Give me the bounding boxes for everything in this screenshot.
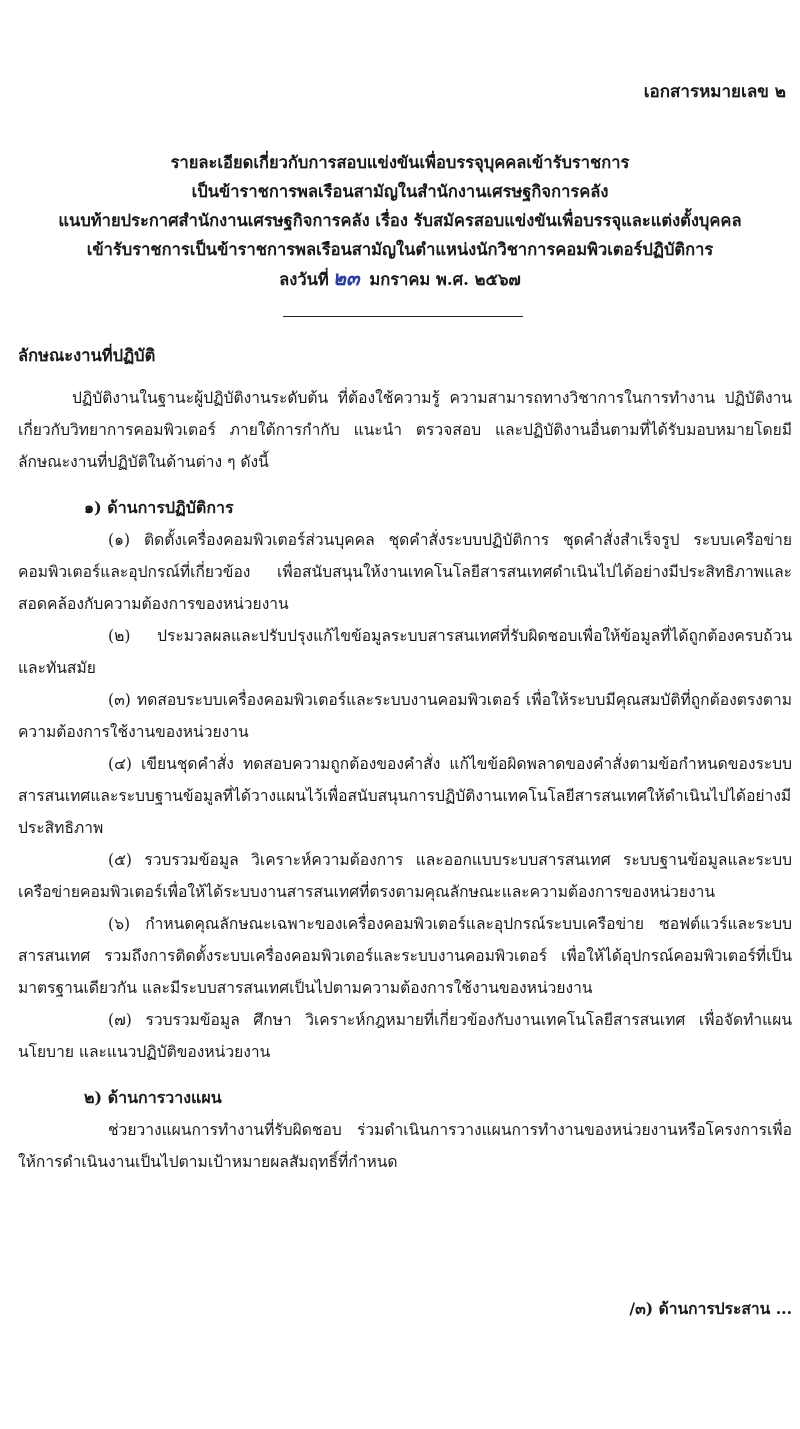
document-title — [0, 148, 800, 294]
area1-heading: ๑) ด้านการปฏิบัติการ — [84, 498, 234, 517]
title-date-line — [0, 264, 800, 294]
area1-item-6: (๖) กำหนดคุณลักษณะเฉพาะของเครื่องคอมพิวเตอร์และอุปกรณ์ระบบเครือข่าย ซอฟต์แวร์และระบบสารสนเทศ รวมถึงการติดตั้งระบบเครื่องคอมพิวเตอร์และระบบงานคอมพิวเตอร์ เพื่อให้ได้อุปกรณ์คอมพิวเตอร์ที่เป็นมาตรฐานเดียวกัน และมีระบบสารสนเทศเป็นไปตามความต้องการใช้งานของหน่วยงาน — [18, 915, 792, 997]
area1-item-1: (๑) ติดตั้งเครื่องคอมพิวเตอร์ส่วนบุคคล ชุดคำสั่งระบบปฏิบัติการ ชุดคำสั่งสำเร็จรูป ระบบเครือข่ายคอมพิวเตอร์และอุปกรณ์ที่เกี่ยวข้อง เพื่อสนับสนุนให้งานเทคโนโลยีสารสนเทศดำเนินไปได้อย่างมีประสิทธิภาพและสอดคล้องกับความต้องการของหน่วยงาน — [18, 531, 792, 613]
area2-text: ช่วยวางแผนการทำงานที่รับผิดชอบ ร่วมดำเนินการวางแผนการทำงานของหน่วยงานหรือโครงการเพื่อให้การดำเนินงานเป็นไปตามเป้าหมายผลสัมฤทธิ์ที่กำหนด — [18, 1121, 792, 1171]
document-body — [18, 340, 792, 1178]
area1-item-7: (๗) รวบรวมข้อมูล ศึกษา วิเคราะห์กฎหมายที่เกี่ยวข้องกับงานเทคโนโลยีสารสนเทศ เพื่อจัดทำแผน นโยบาย และแนวปฏิบัติของหน่วยงาน — [18, 1011, 792, 1061]
title-line-2: เป็นข้าราชการพลเรือนสามัญในสำนักงานเศรษฐกิจการคลัง — [191, 182, 609, 201]
title-line-4: เข้ารับราชการเป็นข้าราชการพลเรือนสามัญในตำแหน่งนักวิชาการคอมพิวเตอร์ปฏิบัติการ — [86, 240, 714, 259]
area2-heading: ๒) ด้านการวางแผน — [84, 1088, 222, 1107]
area1-item-2: (๒) ประมวลผลและปรับปรุงแก้ไขข้อมูลระบบสารสนเทศที่รับผิดชอบเพื่อให้ข้อมูลที่ได้ถูกต้องครบถ้วนและทันสมัย — [18, 627, 792, 677]
handwritten-date-day: ๒๓ — [332, 266, 360, 290]
title-line-3: แนบท้ายประกาศสำนักงานเศรษฐกิจการคลัง เรื่อง รับสมัครสอบแข่งขันเพื่อบรรจุและแต่งตั้งบุคคล — [58, 211, 742, 230]
date-rest: มกราคม พ.ศ. ๒๕๖๗ — [369, 270, 521, 289]
title-divider — [283, 316, 523, 317]
section-heading: ลักษณะงานที่ปฏิบัติ — [18, 346, 156, 365]
area1-item-3: (๓) ทดสอบระบบเครื่องคอมพิวเตอร์และระบบงานคอมพิวเตอร์ เพื่อให้ระบบมีคุณสมบัติที่ถูกต้องตรงตามความต้องการใช้งานของหน่วยงาน — [18, 691, 792, 741]
title-line-1: รายละเอียดเกี่ยวกับการสอบแข่งขันเพื่อบรรจุบุคคลเข้ารับราชการ — [170, 153, 630, 172]
date-prefix: ลงวันที่ — [279, 270, 329, 289]
continue-note: /๓) ด้านการประสาน ... — [629, 1299, 792, 1318]
area1-item-5: (๕) รวบรวมข้อมูล วิเคราะห์ความต้องการ และออกแบบระบบสารสนเทศ ระบบฐานข้อมูลและระบบเครือข่ายคอมพิวเตอร์เพื่อให้ได้ระบบงานสารสนเทศที่ตรงตามคุณลักษณะและความต้องการของหน่วยงาน — [18, 851, 792, 901]
document-number: เอกสารหมายเลข ๒ — [643, 82, 786, 102]
intro-paragraph: ปฏิบัติงานในฐานะผู้ปฏิบัติงานระดับต้น ที่ต้องใช้ความรู้ ความสามารถทางวิชาการในการทำงาน ปฏิบัติงานเกี่ยวกับวิทยาการคอมพิวเตอร์ ภายใต้การกำกับ แนะนำ ตรวจสอบ และปฏิบัติงานอื่นตามที่ได้รับมอบหมายโดยมีลักษณะงานที่ปฏิบัติในด้านต่าง ๆ ดังนี้ — [18, 389, 792, 471]
area1-item-4: (๔) เขียนชุดคำสั่ง ทดสอบความถูกต้องของคำสั่ง แก้ไขข้อผิดพลาดของคำสั่งตามข้อกำหนดของระบบสารสนเทศและระบบฐานข้อมูลที่ได้วางแผนไว้เพื่อสนับสนุนการปฏิบัติงานเทคโนโลยีสารสนเทศให้ดำเนินไปได้อย่างมีประสิทธิภาพ — [18, 755, 792, 837]
